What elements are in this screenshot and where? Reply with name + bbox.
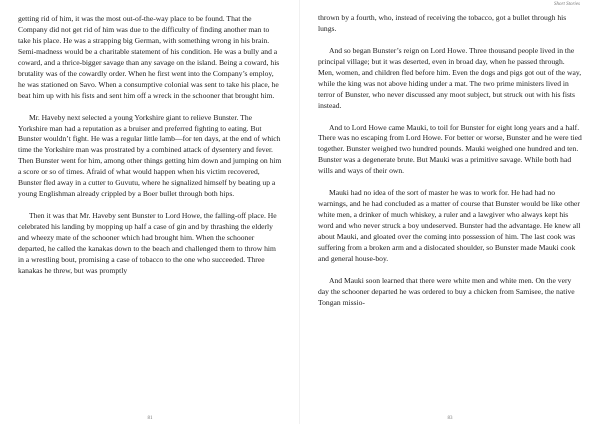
left-paragraph-3: Then it was that Mr. Haveby sent Bunster to Lord Howe, the falling-off place. He celebrated his landing by mopping up half a case of gin and by thrashing the elderly and wheezy mate of the schooner which had brought him. When the schooner departed, he called the kanakas down to the beach and challenged them to throw him in a wrestling bout, promising a case of tobacco to the one who succeeded. Three kanakas he threw, but was promptly xyxy=(18,211,277,275)
right-paragraph-1: thrown by a fourth, who, instead of receiving the tobacco, got a bullet through his lungs. xyxy=(318,13,567,33)
left-page-number: 81 xyxy=(147,416,153,421)
right-paragraph-5: And Mauki soon learned that there were white men and white men. On the very day the schooner departed he was ordered to buy a chicken from Samisee, the native Tongan missio- xyxy=(318,275,575,307)
left-paragraph-2: Mr. Haveby next selected a young Yorkshire giant to relieve Bunster. The Yorkshire man had a reputation as a bruiser and preferred fighting to eating. But Bunster wouldn’t fight. He was a regular little lamb—for ten days, at the end of which time the Yorkshire man was prostrated by a combined attack of dysentery and fever. Then Bunster went for him, among other things getting him down and jumping on him a score or so of times. Afraid of what would happen when his victim recovered, Bunster fled away in a cutter to Guvutu, where he signalized himself by beating up a young Englishman already crippled by a Boer bullet through both hips. xyxy=(18,112,282,199)
running-head: Short Stories xyxy=(554,2,580,7)
right-paragraph-3: And to Lord Howe came Mauki, to toil for Bunster for eight long years and a half. There was no escaping from Lord Howe. For better or worse, Bunster and he were tied together. Bunster weighed two hundred pounds. Mauki weighed one hundred and ten. Bunster was a degenerate brute. But Mauki was a primitive savage. While both had wills and ways of their own. xyxy=(318,122,582,176)
right-page xyxy=(300,0,600,424)
right-paragraph-4: Mauki had no idea of the sort of master he was to work for. He had had no warnings, and he had concluded as a matter of course that Bunster would be like other white men, a drinker of much whiskey, a ruler and a lawgiver who always kept his word and who never struck a boy undeserved. Bunster had the advantage. He knew all about Mauki, and gloated over the coming into possession of him. The last cook was suffering from a broken arm and a dislocated shoulder, so Bunster made Mauki cook and general house-boy. xyxy=(318,188,581,263)
right-page-number: 83 xyxy=(447,416,453,421)
right-paragraph-2: And so began Bunster’s reign on Lord Howe. Three thousand people lived in the principal village; but it was deserted, even in broad day, when he passed through. Men, women, and children fled before him. Even the dogs and pigs got out of the way, while the king was not above hiding under a mat. The two prime ministers lived in terror of Bunster, who never discussed any moot subject, but struck out with his fists instead. xyxy=(318,45,582,110)
right-page-text xyxy=(318,13,582,309)
left-paragraph-1: getting rid of him, it was the most out-of-the-way place to be found. That the Company did not get rid of him was due to the difficulty of finding another man to take his place. He was a strapping big German, with something wrong in his brain. Semi-madness would be a charitable statement of his condition. He was a bully and a coward, and a thrice-bigger savage than any savage on the island. Being a coward, his brutality was of the cowardly order. When he first went into the Company’s employ, he was stationed on Savo. When a consumptive colonial was sent to take his place, he beat him up with his fists and sent him off a wreck in the schooner that brought him. xyxy=(18,14,280,100)
left-page-text xyxy=(18,14,282,277)
